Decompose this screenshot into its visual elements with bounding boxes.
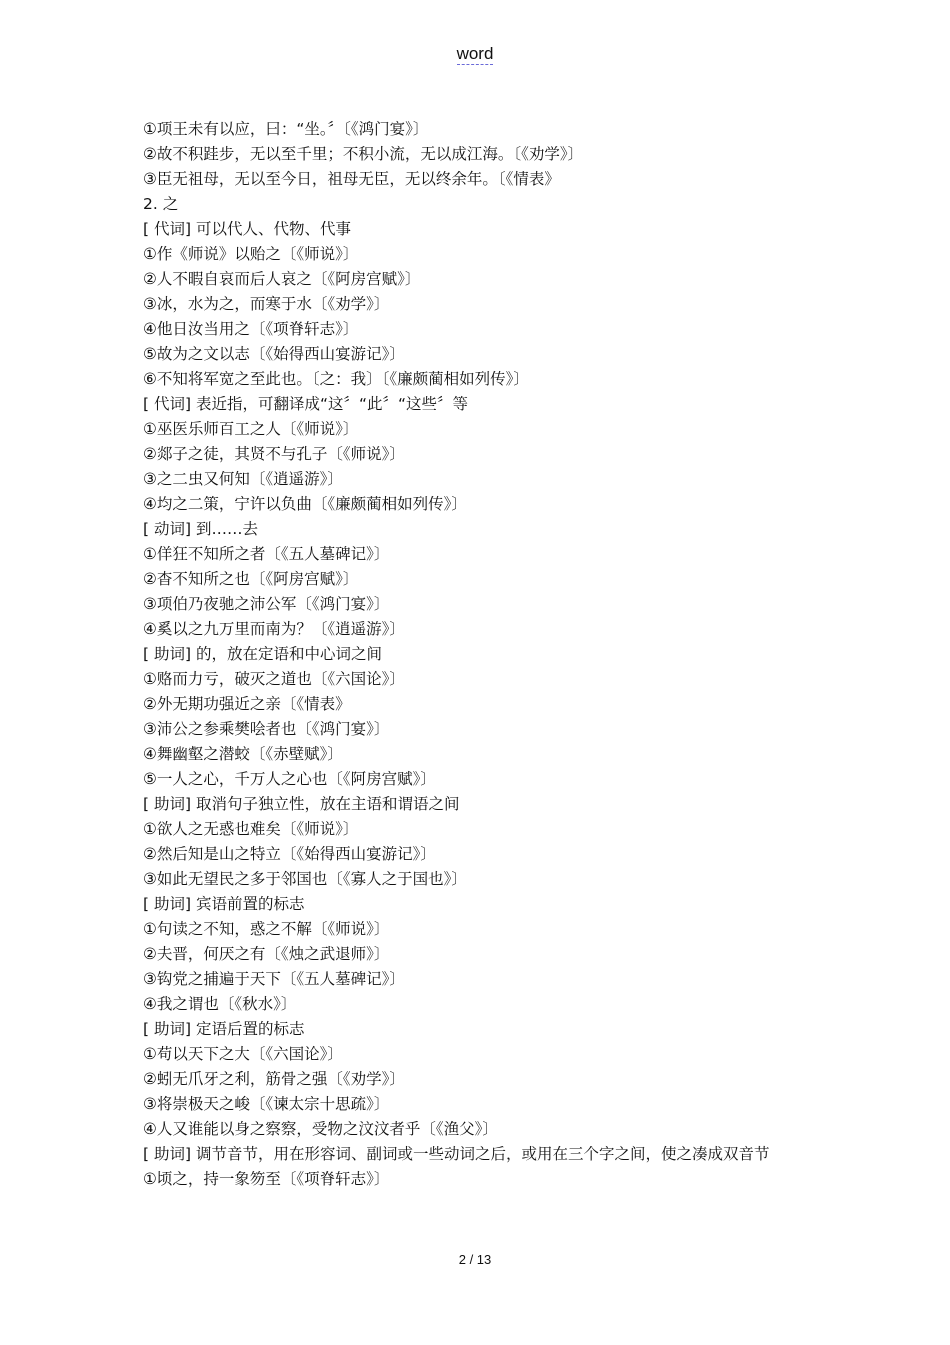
text-line: ②郯子之徒，其贤不与孔子〔《师说》〕 xyxy=(143,445,405,463)
text-line: ③将崇极天之峻〔《谏太宗十思疏》〕 xyxy=(143,1095,390,1113)
text-line: ②夫晋，何厌之有〔《烛之武退师》〕 xyxy=(143,945,390,963)
text-line: ③冰，水为之，而寒于水〔《劝学》〕 xyxy=(143,295,390,313)
text-line: ⑤一人之心，千万人之心也〔《阿房宫赋》〕 xyxy=(143,770,436,788)
text-line: ④舞幽壑之潜蛟〔《赤壁赋》〕 xyxy=(143,745,343,763)
text-line: ②蚓无爪牙之利，筋骨之强〔《劝学》〕 xyxy=(143,1070,405,1088)
header-title: word xyxy=(456,44,494,63)
category-heading: [ 助词] 宾语前置的标志 xyxy=(143,895,305,913)
text-line: ②杳不知所之也〔《阿房宫赋》〕 xyxy=(143,570,359,588)
text-line: ②人不暇自哀而后人哀之〔《阿房宫赋》〕 xyxy=(143,270,421,288)
text-line: ③如此无望民之多于邻国也〔《寡人之于国也》〕 xyxy=(143,870,467,888)
text-line: ②外无期功强近之亲〔《情表》 xyxy=(143,695,351,713)
text-line: ①苟以天下之大〔《六国论》〕 xyxy=(143,1045,343,1063)
category-heading: [ 助词] 定语后置的标志 xyxy=(143,1020,305,1038)
category-heading: [ 助词] 调节音节，用在形容词、副词或一些动词之后，或用在三个字之间，使之凑成双音节 xyxy=(143,1145,770,1163)
text-line: ⑥不知将军宽之至此也。〔之：我〕〔《廉颇蔺相如列传》〕 xyxy=(143,370,529,388)
category-heading: [ 代词] 表近指，可翻译成“这〞“此〞“这些〞等 xyxy=(143,395,469,413)
text-line: ①欲人之无惑也难矣〔《师说》〕 xyxy=(143,820,359,838)
category-heading: [ 助词] 的，放在定语和中心词之间 xyxy=(143,645,382,663)
text-line: ①句读之不知，惑之不解〔《师说》〕 xyxy=(143,920,390,938)
category-heading: [ 代词] 可以代人、代物、代事 xyxy=(143,220,351,238)
text-line: ③臣无祖母，无以至今日，祖母无臣，无以终余年。〔《情表》 xyxy=(143,170,560,188)
text-line: ①顷之，持一象笏至〔《项脊轩志》〕 xyxy=(143,1170,390,1188)
text-line: ③沛公之参乘樊哙者也〔《鸿门宴》〕 xyxy=(143,720,390,738)
text-line: ④奚以之九万里而南为？〔《逍遥游》〕 xyxy=(143,620,405,638)
text-line: ②故不积跬步，无以至千里；不积小流，无以成江海。〔《劝学》〕 xyxy=(143,145,584,163)
category-heading: [ 助词] 取消句子独立性，放在主语和谓语之间 xyxy=(143,795,460,813)
text-line: ①巫医乐师百工之人〔《师说》〕 xyxy=(143,420,359,438)
document-body xyxy=(143,117,783,1192)
text-line: ②然后知是山之特立〔《始得西山宴游记》〕 xyxy=(143,845,436,863)
text-line: ④我之谓也〔《秋水》〕 xyxy=(143,995,297,1013)
section-heading: 2. 之 xyxy=(143,195,179,213)
text-line: ③钩党之捕遍于天下〔《五人墓碑记》〕 xyxy=(143,970,405,988)
text-line: ①赂而力亏，破灭之道也〔《六国论》〕 xyxy=(143,670,405,688)
text-line: ④他日汝当用之〔《项脊轩志》〕 xyxy=(143,320,359,338)
text-line: ①作《师说》以贻之〔《师说》〕 xyxy=(143,245,359,263)
page-header xyxy=(0,44,950,64)
text-line: ⑤故为之文以志〔《始得西山宴游记》〕 xyxy=(143,345,405,363)
text-line: ③项伯乃夜驰之沛公军〔《鸿门宴》〕 xyxy=(143,595,390,613)
text-line: ④人又谁能以身之察察，受物之汶汶者乎〔《渔父》〕 xyxy=(143,1120,498,1138)
text-line: ④均之二策，宁许以负曲〔《廉颇蔺相如列传》〕 xyxy=(143,495,467,513)
text-line: ③之二虫又何知〔《逍遥游》〕 xyxy=(143,470,343,488)
category-heading: [ 动词] 到……去 xyxy=(143,520,258,538)
page-number: 2 / 13 xyxy=(458,1252,492,1267)
text-line: ①项王未有以应，曰：“坐。〞〔《鸿门宴》〕 xyxy=(143,120,429,138)
text-line: ①佯狂不知所之者〔《五人墓碑记》〕 xyxy=(143,545,390,563)
